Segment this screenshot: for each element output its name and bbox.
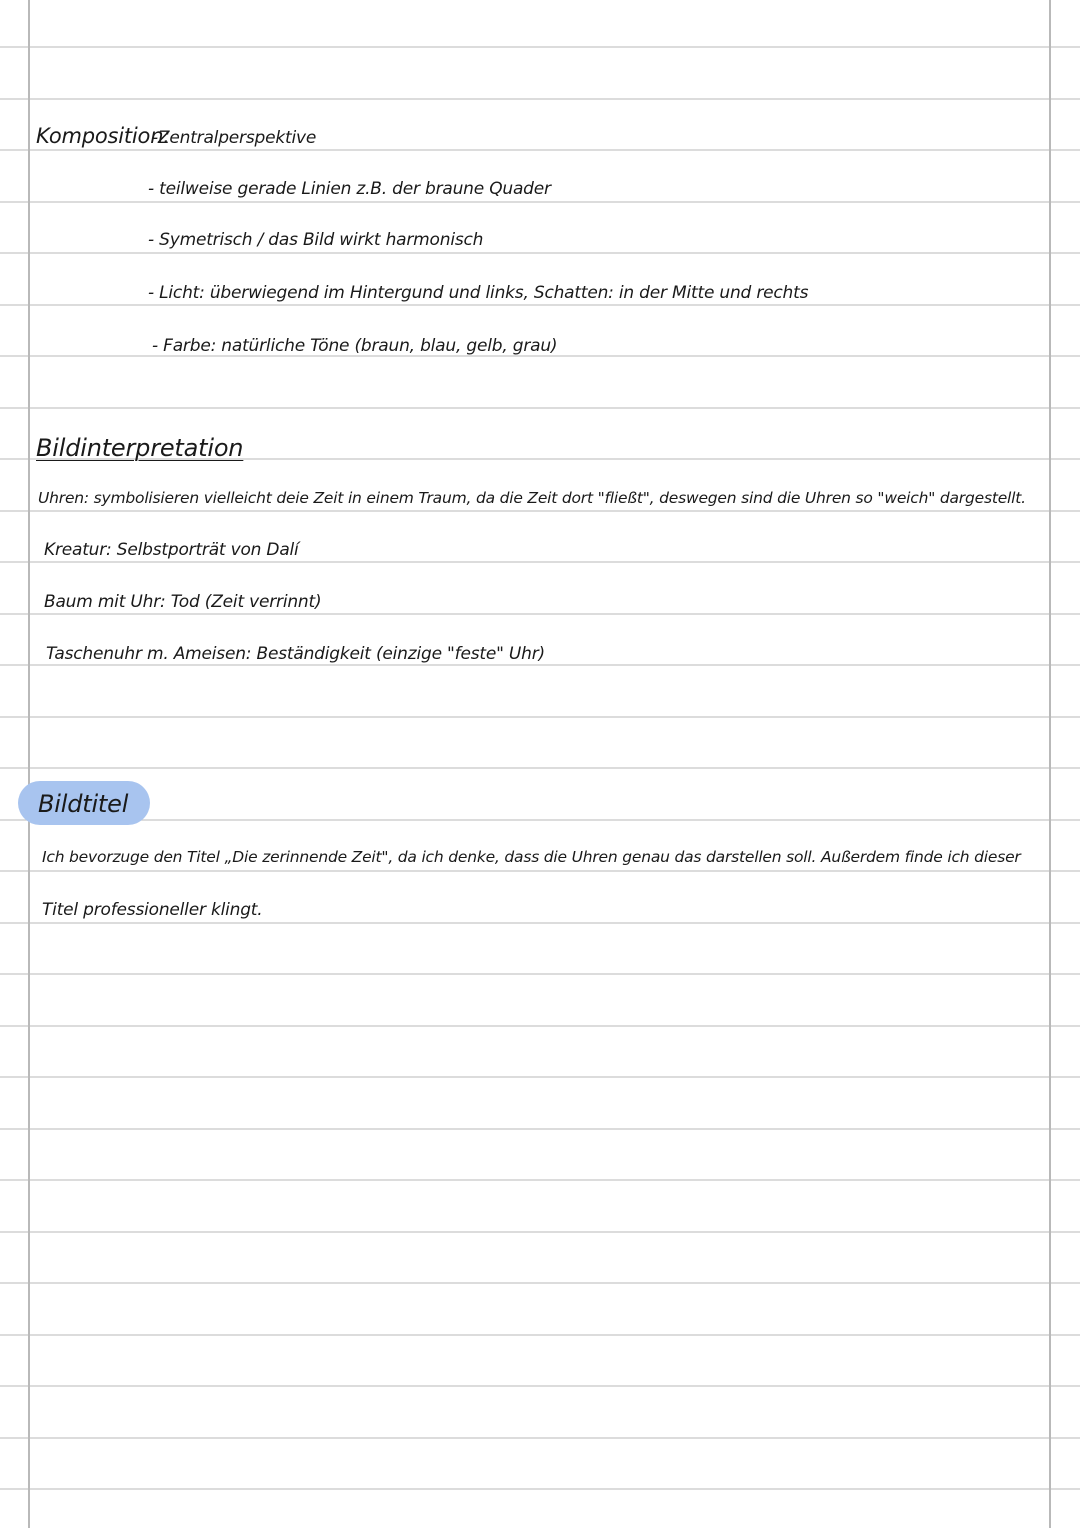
interpretation-heading: Bildinterpretation: [36, 434, 244, 462]
title-heading: Bildtitel: [38, 790, 129, 818]
interpretation-line: Baum mit Uhr: Tod (Zeit verrinnt): [44, 592, 322, 612]
composition-item: - Licht: überwiegend im Hintergund und links, Schatten: in der Mitte und rechts: [148, 283, 809, 303]
composition-item: - teilweise gerade Linien z.B. der braune Quader: [148, 179, 551, 199]
composition-label: Komposition:: [36, 124, 171, 148]
composition-item: - Symetrisch / das Bild wirkt harmonisch: [148, 230, 484, 250]
title-line: Titel professioneller klingt.: [42, 900, 263, 920]
interpretation-line: Taschenuhr m. Ameisen: Beständigkeit (einzige "feste" Uhr): [46, 644, 545, 664]
title-line: Ich bevorzuge den Titel „Die zerinnende Zeit", da ich denke, dass die Uhren genau das darstellen soll. Außerdem finde ich dieser: [42, 848, 1021, 866]
composition-item: -Zentralperspektive: [152, 128, 317, 148]
composition-item: - Farbe: natürliche Töne (braun, blau, gelb, grau): [152, 336, 558, 356]
interpretation-line: Uhren: symbolisieren vielleicht deie Zeit in einem Traum, da die Zeit dort "fließt", deswegen sind die Uhren so "weich" dargestellt.: [38, 489, 1026, 507]
interpretation-line: Kreatur: Selbstporträt von Dalí: [44, 540, 299, 560]
